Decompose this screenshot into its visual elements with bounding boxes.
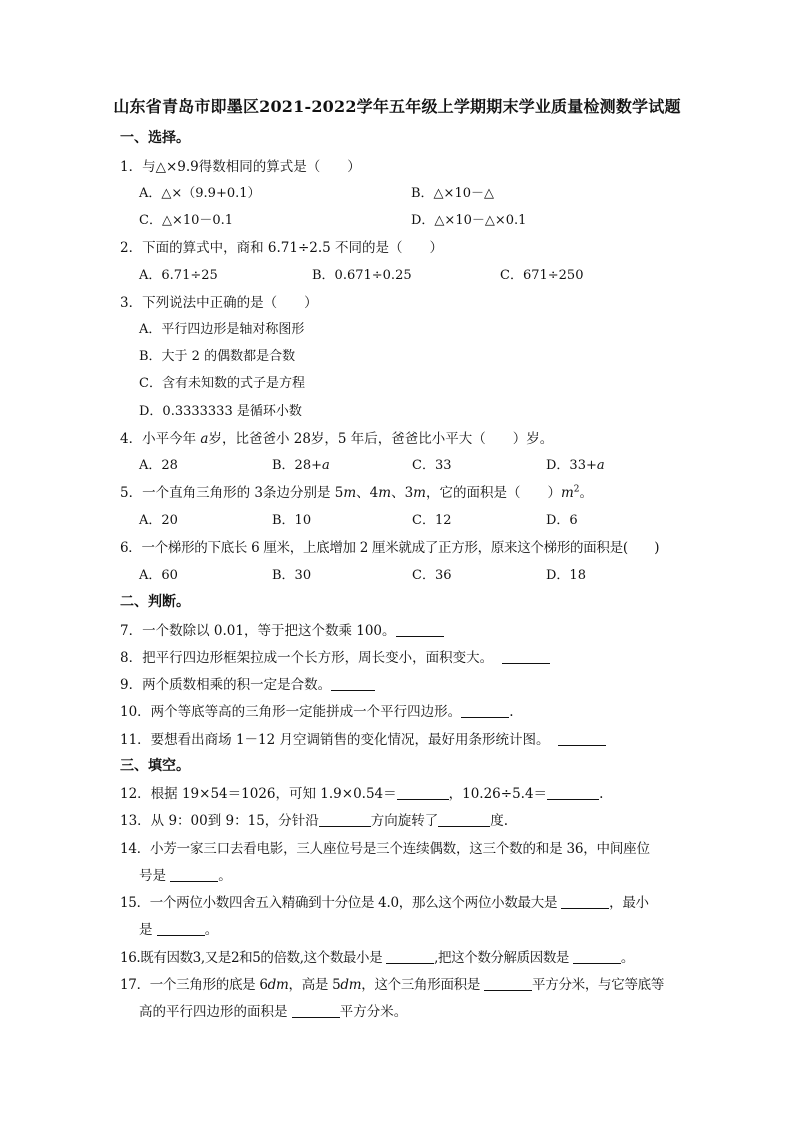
q15-answer-blank-1[interactable] (561, 894, 609, 909)
question-9: 9．两个质数相乘的积一定是合数。 (120, 673, 375, 693)
q1-option-a: A．△×（9.9+0.1） (139, 186, 261, 201)
q15-answer-blank-2[interactable] (157, 921, 205, 936)
question-6: 6．一个梯形的下底长 6 厘米，上底增加 2 厘米就成了正方形，原来这个梯形的面积是( ) (120, 540, 660, 556)
q6-option-c: C．36 (412, 568, 452, 583)
q16-answer-blank-1[interactable] (386, 949, 434, 964)
q5-option-c: C．12 (412, 513, 452, 528)
question-7: 7．一个数除以 0.01，等于把这个数乘 100。 (120, 619, 444, 639)
q16-answer-blank-2[interactable] (573, 949, 621, 964)
exam-title: 山东省青岛市即墨区2021-2022学年五年级上学期期末学业质量检测数学试题 (113, 97, 681, 116)
q17-answer-blank-1[interactable] (484, 976, 532, 991)
question-15-line-1: 15．一个两位小数四舍五入精确到十分位是 4.0，那么这个两位小数最大是 ，最小 (120, 895, 649, 911)
q1-option-d: D．△×10－△×0.1 (411, 213, 527, 228)
question-14-line-1: 14．小芳一家三口去看电影，三人座位号是三个连续偶数，这三个数的和是 36，中间座位 (120, 841, 650, 857)
q3-option-a: A．平行四边形是轴对称图形 (139, 322, 305, 337)
section-fill-heading: 三、填空。 (120, 758, 190, 774)
q6-option-a: A．60 (139, 568, 178, 583)
q14-answer-blank[interactable] (170, 867, 218, 882)
question-1: 1．与△×9.9得数相同的算式是（ ） (120, 159, 361, 175)
question-13: 13．从 9：00到 9：15，分针沿 方向旋转了 度. (120, 813, 509, 829)
q4-variable: a (200, 431, 209, 447)
question-14-line-2: 号是 。 (139, 868, 232, 884)
question-15-line-2: 是 。 (139, 922, 219, 938)
q3-option-b: B．大于 2 的偶数都是合数 (139, 349, 296, 364)
q2-option-b: B．0.671÷0.25 (312, 268, 412, 283)
q4-option-a: A．28 (139, 458, 178, 473)
q2-option-c: C．671÷250 (500, 268, 584, 283)
q2-option-a: A．6.71÷25 (139, 268, 218, 283)
q12-answer-blank-1[interactable] (397, 785, 449, 800)
q4-option-d: D．33+a (546, 458, 605, 473)
q13-answer-blank-2[interactable] (438, 812, 490, 827)
q17-answer-blank-2[interactable] (292, 1003, 340, 1018)
question-12: 12．根据 19×54＝1026，可知 1.9×0.54＝ ，10.26÷5.4＝ . (120, 786, 604, 802)
q1-option-c: C．△×10－0.1 (139, 213, 234, 228)
q8-answer-blank[interactable] (502, 649, 550, 664)
question-3: 3．下列说法中正确的是（ ） (120, 295, 318, 311)
q5-option-b: B．10 (272, 513, 312, 528)
q5-option-a: A．20 (139, 513, 178, 528)
question-11: 11．要想看出商场 1－12 月空调销售的变化情况，最好用条形统计图。 (120, 728, 606, 748)
q6-option-d: D．18 (546, 568, 586, 583)
q12-answer-blank-2[interactable] (547, 785, 599, 800)
question-5: 5．一个直角三角形的 3条边分别是 5m、4m、3m，它的面积是（ ）$m^2$。 (120, 484, 594, 501)
section-judge-heading: 二、判断。 (120, 594, 190, 610)
question-16: 16.既有因数3,又是2和5的倍数,这个数最小是 ,把这个数分解质因数是 。 (120, 950, 635, 966)
question-4 (120, 427, 553, 447)
q3-option-d: D．0.3333333 是循环小数 (139, 404, 302, 419)
question-17-line-1: 17．一个三角形的底是 6dm，高是 5dm，这个三角形面积是 平方分米，与它等底等 (120, 977, 665, 993)
question-2: 2．下面的算式中，商和 6.71÷2.5 不同的是（ ） (120, 240, 444, 256)
question-17-line-2: 高的平行四边形的面积是 平方分米。 (139, 1004, 408, 1020)
q7-answer-blank[interactable] (396, 622, 444, 637)
q10-answer-blank[interactable] (461, 703, 509, 718)
q1-option-b: B．△×10－△ (411, 186, 494, 201)
q13-answer-blank-1[interactable] (319, 812, 371, 827)
q4-option-b: B．28+a (272, 458, 330, 473)
q5-option-d: D．6 (546, 513, 578, 528)
q6-option-b: B．30 (272, 568, 312, 583)
question-10: 10．两个等底等高的三角形一定能拼成一个平行四边形。 . (120, 704, 514, 720)
q4-text-pre: 4．小平今年 (120, 431, 201, 447)
section-choice-heading: 一、选择。 (120, 130, 190, 146)
q9-answer-blank[interactable] (331, 676, 375, 691)
q4-text-post: 岁，比爸爸小 28岁，5 年后，爸爸比小平大（ ）岁。 (208, 431, 554, 447)
question-8: 8．把平行四边形框架拉成一个长方形，周长变小，面积变大。 (120, 646, 550, 666)
q11-answer-blank[interactable] (558, 731, 606, 746)
q3-option-c: C．含有未知数的式子是方程 (139, 376, 305, 391)
q4-option-c: C．33 (412, 458, 452, 473)
